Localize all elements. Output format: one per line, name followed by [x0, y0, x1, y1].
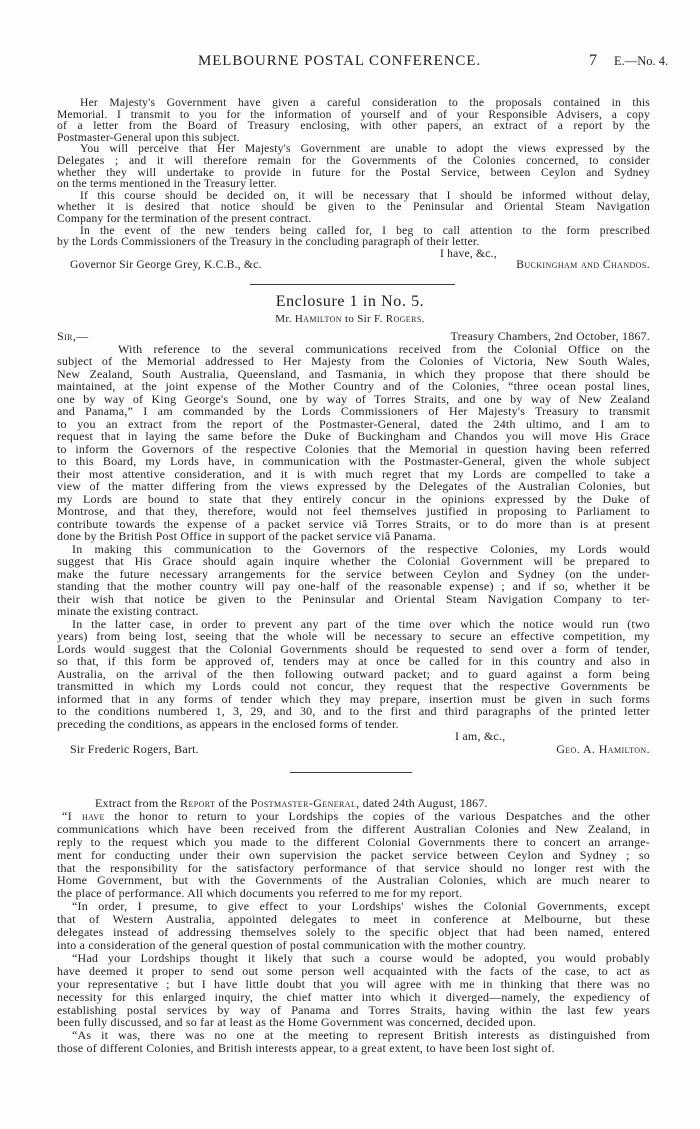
paragraph [57, 952, 650, 1029]
signature: Buckingham and Chandos. [516, 258, 650, 272]
text-line: those of different Colonies, and British interests appear, to a great extent, to have been lost sight of. [57, 1041, 555, 1056]
text-line: their wish that notice be given to the Peninsular and Oriental Steam Navigation Company to ter- [57, 591, 650, 606]
text-line: preceding the conditions, as appears in the enclosed forms of tender. [57, 716, 399, 731]
paragraph [57, 618, 650, 731]
signature: Geo. A. Hamilton. [556, 741, 650, 756]
text-line: to the conditions numbered 1, 3, 29, and 30, and to the first and third paragraphs of the printed letter [57, 704, 650, 718]
text-line: Postmaster-General upon this subject. [57, 130, 240, 144]
text-line: request that in laying the same before the Duke of Buckingham and Chandos you will move His Grace [57, 429, 650, 443]
text-line: minate the existing contract. [57, 604, 199, 618]
text-line: In the event of the new tenders being called for, I beg to call attention to the form prescribed [80, 223, 650, 237]
text-line: have deemed it proper to send out some person well acquainted with the facts of the case, to act as [57, 963, 650, 978]
text-line [57, 810, 650, 823]
text-line: “In order, I presume, to give effect to your Lordships' wishes the Colonial Governments, except [72, 899, 650, 914]
text-line: that of Western Australia, appointed delegates to meet in conference at Melbourne, but these [57, 912, 650, 927]
extract-title-author: Postmaster-General [250, 796, 357, 810]
subtitle-sender: Hamilton [294, 313, 342, 325]
signature-row [57, 743, 650, 756]
text-line: done by the British Post Office in support of the packet service viâ Panama. [57, 529, 436, 543]
text-line: Company for the termination of the present contract. [57, 211, 312, 225]
paragraph [57, 1029, 650, 1055]
text-line: communications which have been received from the different Australian Colonies and New Zealand, in [57, 821, 650, 836]
text-line: view of the matter differing from the views expressed by the Delegates of the Australian Colonies, but [57, 479, 650, 493]
text-line: “As it was, there was no one at the meeting to represent British interests as distinguished from [72, 1028, 650, 1043]
text-line: subject of the Memorial addressed to Her Majesty from the Colonies of Victoria, New South Wales, [57, 354, 650, 368]
text-line: their most attentive consideration, and it is with much regret that my Lords are compelled to take a [57, 466, 650, 481]
extract-title-date: , dated 24th August, 1867. [356, 796, 488, 810]
text-line: Memorial. I transmit to you for the information of yourself and of your Responsible Advisers, a copy [57, 107, 650, 121]
extract-title-report: Report [180, 796, 216, 810]
text-line: If this course should be decided on, it will be necessary that I should be informed without delay, [80, 188, 650, 202]
text-line: With reference to the several communications received from the Colonial Office on the [118, 341, 650, 356]
extract-section [57, 797, 650, 1055]
text-line: necessity for this enlarged inquiry, the chief matter into which it diverged—namely, the expediency of [57, 989, 650, 1004]
text-line: delegates instead of addressing themselves solely to the specific object that had been named, entered [57, 925, 650, 940]
text-line: one by way of King George's Sound, one by way of Torres Straits, and one by way of New Zealand [57, 391, 650, 406]
salutation: Sir,— [57, 329, 89, 343]
text-line: In the latter case, in order to prevent any part of the time over which the notice would run (two [72, 616, 650, 631]
text-line: been fully discussed, and so far at least as the Home Government was concerned, decided upon. [57, 1015, 537, 1030]
subtitle-recipient: Rogers [385, 313, 422, 325]
text-line: your representative ; but I have little doubt that you will agree with me in thinking that there was no [57, 976, 650, 991]
text-line: suggest that His Grace should again inquire whether the Colonial Government will be prepared to [57, 554, 650, 568]
text-line: “Had your Lordships thought it likely that such a course would be adopted, you would probably [72, 950, 650, 965]
running-head-title: MELBOURNE POSTAL CONFERENCE. [198, 53, 482, 69]
salutation-row [57, 330, 650, 343]
text-line: and Panama,” I am commanded by the Lords Commissioners of Her Majesty's Treasury to transmit [57, 404, 650, 418]
text-line: Her Majesty's Government have given a careful consideration to the proposals contained in this [80, 96, 650, 109]
document-reference: E.—No. 4. [614, 54, 669, 68]
paragraph [57, 343, 650, 543]
text-line: informed that in any forms of tender which they may prepare, insertion must be given in such forms [57, 691, 650, 706]
text-line: whether they will undertake to provide in future for the Postal Service, between Ceylon and Sydney [57, 165, 650, 179]
complimentary-close: I have, &c., [440, 246, 497, 260]
section-divider [290, 772, 412, 773]
addressee: Governor Sir George Grey, K.C.B., &c. [70, 258, 262, 272]
text-line: reply to the request which you made to the different Colonial Governments there to concert an arrange- [57, 834, 650, 849]
text-line: Delegates ; and it will therefore remain for the Governments of the Colonies concerned, to consider [57, 153, 650, 167]
extract-title-prefix: Extract from the [95, 796, 177, 810]
text-line: maintained, at the joint expense of the Mother Country and of the Colonies, “three ocean postal lines, [57, 379, 650, 393]
text-line: New Zealand, South Australia, Queensland, and Tasmania, in which they propose that there should be [57, 366, 650, 381]
line-text: the honor to return to your Lordships the copies of the various Despatches and the other [114, 808, 651, 823]
subtitle-prefix: Mr. [275, 313, 292, 325]
despatch-body [57, 97, 650, 248]
extract-title-middle: of the [218, 796, 248, 810]
text-line: of a letter from the Board of Treasury enclosing, with other papers, an extract of a report by the [57, 119, 650, 133]
text-line: my Lords are bound to state that they entirely concur in the opinions expressed by the Duke of [57, 491, 650, 506]
text-line: Australia, on the arrival of the then following outward packet; and to guard against a form being [57, 666, 650, 681]
text-line: contribute towards the expense of a packet service viâ Torres Straits, or to do more than is at present [57, 516, 650, 531]
paragraph [57, 543, 650, 618]
subtitle-suffix: . [421, 313, 425, 325]
paragraph [57, 225, 650, 248]
enclosure-subtitle [0, 313, 700, 325]
text-line: Montrose, and that they, therefore, would not feel themselves justified in proposing to Parliament to [57, 504, 650, 518]
dateline: Treasury Chambers, 2nd October, 1867. [450, 329, 650, 343]
text-line: standing that the mother country will pay one-half of the reasonable expense) ; and if so, whether it be [57, 579, 650, 593]
signature-row [57, 259, 650, 271]
text-line: into a consideration of the general question of postal communication with the mother country. [57, 937, 527, 952]
paragraph [57, 143, 650, 189]
complimentary-close: I am, &c., [455, 729, 506, 743]
enclosure-body [57, 343, 650, 731]
text-line: the place of performance. All which documents you referred to me for my report. [57, 886, 463, 901]
text-line: that the responsibility for the satisfactory performance of that service should no longer rest with the [57, 860, 650, 875]
text-line: to you an extract from the report of the Postmaster-General, dated the 24th ultimo, and I am to [57, 416, 650, 431]
text-line: whether it is desired that notice should be given to the Peninsular and Oriental Steam Navigation [57, 200, 650, 214]
text-line: years) from being lost, seeing that the whole will be necessary to secure an effective competition, my [57, 629, 650, 643]
text-line: by the Lords Commissioners of the Treasury in the concluding paragraph of their letter. [57, 235, 480, 249]
page-number: 7 [589, 52, 597, 69]
text-line: Lords would suggest that the Colonial Governments should be requested to send over a form of tender, [57, 641, 650, 656]
text-line: ment for conducting under their own supervision the packet service between Ceylon and Sydney ; so [57, 847, 650, 862]
extract-body [57, 810, 650, 1055]
despatch-section [57, 97, 650, 271]
text-line: In making this communication to the Governors of the respective Colonies, my Lords would [72, 541, 650, 556]
enclosure-section [57, 330, 650, 755]
text-line: transmitted in which my Lords could not concur, they request that the respective Governments be [57, 679, 650, 693]
quote-lead-in: “I have [62, 808, 105, 823]
subtitle-middle: to Sir F. [345, 313, 383, 325]
addressee: Sir Frederic Rogers, Bart. [70, 741, 199, 756]
text-line: to inform the Governors of the respective Colonies that the Memorial in question having been referred [57, 441, 650, 456]
paragraph [57, 810, 650, 900]
text-line: You will perceive that Her Majesty's Government are unable to adopt the views expressed by the [80, 142, 650, 156]
text-line: Home Government, but with the Governments of the Australian Colonies, which are much nearer to [57, 873, 650, 888]
text-line: so that, if this form be approved of, tenders may at once be called for in this country and also in [57, 654, 650, 668]
text-line: make the future necessary arrangements for the service between Ceylon and Sydney (on the under- [57, 566, 650, 581]
enclosure-title: Enclosure 1 in No. 5. [275, 293, 425, 310]
paragraph [57, 900, 650, 952]
section-divider [250, 284, 455, 285]
text-line: on the terms mentioned in the Treasury letter. [57, 177, 277, 191]
paragraph [57, 97, 650, 143]
paragraph [57, 190, 650, 225]
text-line: to this Board, my Lords have, in communication with the Postmaster-General, given the whole subject [57, 454, 650, 468]
text-line: establishing postal services by way of Panama and Torres Straits, having within the last few years [57, 1002, 650, 1017]
